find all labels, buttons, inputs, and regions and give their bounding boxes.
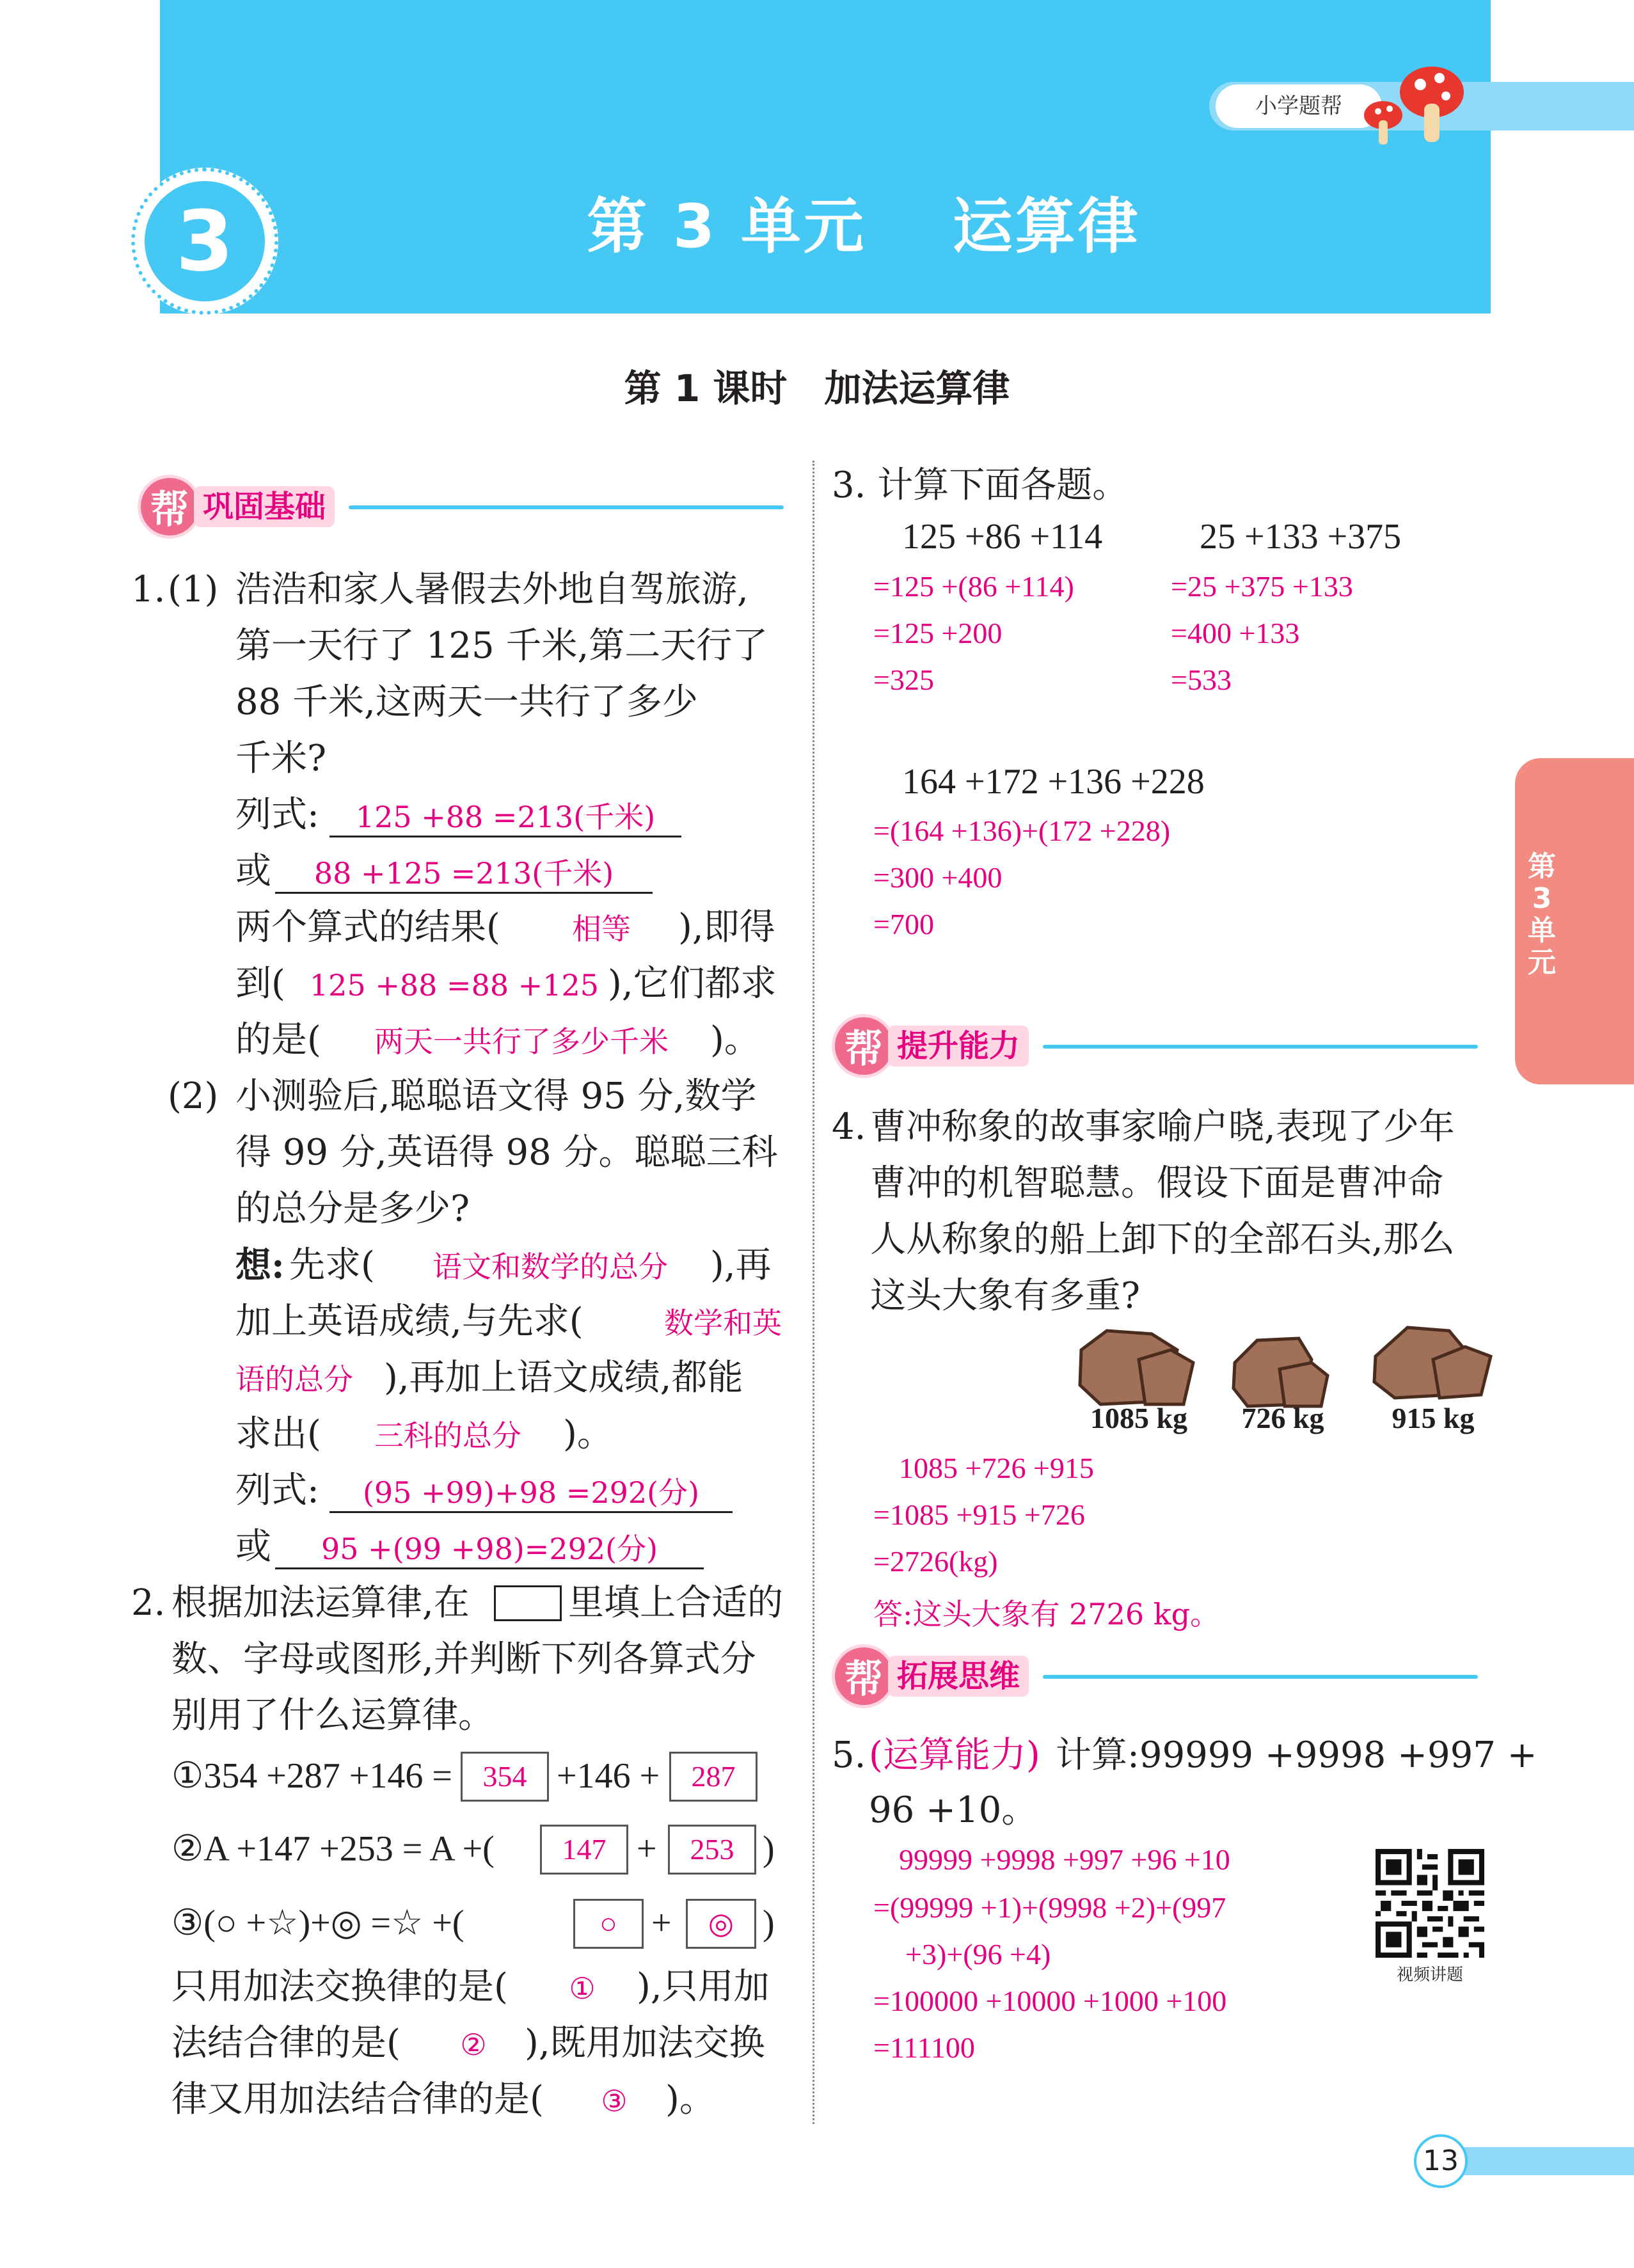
q4-answer: 答:这头大象有 2726 kg。 bbox=[873, 1597, 1220, 1631]
rock-label: 915 kg bbox=[1392, 1402, 1475, 1434]
q1-text-line: 得 99 分,英语得 98 分。聪聪三科 bbox=[235, 1132, 778, 1173]
q4-step: =2726(kg) bbox=[873, 1545, 998, 1578]
q1-text: )。 bbox=[563, 1413, 613, 1455]
or-label: 或 bbox=[235, 850, 271, 892]
fill-box[interactable]: ○ bbox=[573, 1899, 644, 1949]
unit-title: 第 3 单元 运算律 bbox=[587, 192, 1141, 262]
q1-text: ),它们都求 bbox=[608, 963, 777, 1004]
banner-wave bbox=[160, 282, 1491, 326]
q5-step: =100000 +10000 +1000 +100 bbox=[873, 1985, 1227, 2017]
q1-text: ),即得 bbox=[678, 907, 775, 948]
q2-text: 别用了什么运算律。 bbox=[171, 1695, 494, 1736]
column-divider bbox=[813, 461, 814, 2124]
mushroom-icon bbox=[1356, 59, 1471, 148]
q1-text: ),再 bbox=[710, 1244, 772, 1286]
page-bar bbox=[1452, 2147, 1634, 2175]
q4-text-line: 曹冲称象的故事家喻户晓,表现了少年 bbox=[870, 1106, 1455, 1148]
answer-blank[interactable]: 125 +88 =213(千米) bbox=[329, 797, 681, 837]
answer-blank[interactable]: ① bbox=[569, 1971, 596, 2006]
q3-expression: 125 +86 +114 bbox=[902, 517, 1103, 557]
q2-equation-3: + bbox=[651, 1903, 672, 1943]
fill-box[interactable]: ◎ bbox=[686, 1899, 756, 1949]
q1-text-line: 88 千米,这两天一共行了多少 bbox=[235, 681, 698, 723]
q5-step: 99999 +9998 +997 +96 +10 bbox=[899, 1843, 1230, 1876]
q3-step: =(164 +136)+(172 +228) bbox=[873, 814, 1171, 847]
q4-step: =1085 +915 +726 bbox=[873, 1498, 1085, 1531]
q1-text: 求出( bbox=[235, 1413, 321, 1455]
answer-blank[interactable]: 95 +(99 +98)=292(分) bbox=[275, 1528, 704, 1569]
q1-text: 两个算式的结果( bbox=[235, 907, 500, 948]
section-badge: 帮 bbox=[832, 1014, 896, 1078]
unit-number: 3 bbox=[145, 181, 265, 301]
q3-step: =400 +133 bbox=[1171, 617, 1300, 649]
q4-text-line: 这头大象有多重? bbox=[870, 1275, 1141, 1317]
q2-text: )。 bbox=[665, 2079, 715, 2120]
q3-step: =125 +200 bbox=[873, 617, 1003, 649]
q2-text: 律又用加法结合律的是( bbox=[171, 2079, 544, 2120]
q4-text-line: 曹冲的机智聪慧。假设下面是曹冲命 bbox=[870, 1162, 1443, 1204]
q4-step: 1085 +726 +915 bbox=[899, 1452, 1094, 1484]
section-badge: 帮 bbox=[138, 475, 202, 539]
q2-text: ),既用加法交换 bbox=[525, 2022, 765, 2064]
section-rule bbox=[349, 505, 784, 509]
q2-equation-1: ①354 +287 +146 = bbox=[171, 1756, 452, 1796]
rock-label: 726 kg bbox=[1241, 1402, 1324, 1434]
q2-equation-1: +146 + bbox=[557, 1756, 660, 1796]
blank-box-sample bbox=[494, 1585, 562, 1621]
page-number: 13 bbox=[1414, 2134, 1468, 2188]
q3-step: =700 bbox=[873, 908, 934, 940]
q5-step: +3)+(96 +4) bbox=[905, 1938, 1051, 1971]
q2-equation-2: ②A +147 +253 = A +( bbox=[171, 1829, 495, 1869]
section-rule bbox=[1043, 1675, 1478, 1679]
answer-blank[interactable]: 125 +88 =88 +125 bbox=[309, 968, 599, 1003]
rock-icon bbox=[1075, 1324, 1203, 1414]
q2-number: 2. bbox=[131, 1582, 166, 1624]
rock-label: 1085 kg bbox=[1090, 1402, 1188, 1434]
q4-number: 4. bbox=[832, 1106, 866, 1148]
lesson-title: 第 1 课时 加法运算律 bbox=[624, 367, 1010, 410]
answer-blank[interactable]: ② bbox=[460, 2027, 487, 2062]
q1-text: 到( bbox=[235, 963, 285, 1004]
q1-number: 1. bbox=[131, 569, 166, 610]
q5-tag: (运算能力) bbox=[869, 1734, 1040, 1776]
think-label: 想: bbox=[235, 1244, 285, 1287]
q3-title: 3. 计算下面各题。 bbox=[832, 464, 1129, 506]
q5-text: 计算:99999 +9998 +997 + bbox=[1056, 1734, 1537, 1776]
answer-blank[interactable]: 三科的总分 bbox=[374, 1418, 521, 1453]
q2-equation-3: ) bbox=[763, 1903, 775, 1943]
q1-text-line: 千米? bbox=[235, 738, 327, 779]
section-label: 巩固基础 bbox=[194, 486, 335, 527]
answer-blank[interactable]: 数学和英 bbox=[664, 1306, 782, 1340]
answer-blank[interactable]: ③ bbox=[601, 2084, 628, 2118]
q3-step: =125 +(86 +114) bbox=[873, 570, 1074, 603]
q3-step: =325 bbox=[873, 663, 934, 696]
q1-part1-number: (1) bbox=[168, 569, 219, 610]
q2-text: 根据加法运算律,在 bbox=[171, 1582, 470, 1624]
q1-text-line: 浩浩和家人暑假去外地自驾旅游, bbox=[235, 569, 749, 610]
fill-box[interactable]: 354 bbox=[461, 1752, 549, 1802]
formula-label: 列式: bbox=[235, 1470, 319, 1511]
qr-caption: 视频讲题 bbox=[1396, 1965, 1463, 1985]
formula-label: 列式: bbox=[235, 794, 319, 836]
q2-equation-3: ③(○ +☆)+◎ =☆ +( bbox=[171, 1903, 464, 1943]
q1-text-line: 第一天行了 125 千米,第二天行了 bbox=[235, 625, 768, 667]
q2-text: ),只用加 bbox=[637, 1966, 770, 2008]
fill-box[interactable]: 287 bbox=[669, 1752, 758, 1802]
q3-expression: 164 +172 +136 +228 bbox=[902, 762, 1205, 802]
answer-blank[interactable]: (95 +99)+98 =292(分) bbox=[329, 1472, 733, 1513]
section-label: 提升能力 bbox=[888, 1026, 1029, 1067]
q2-equation-2: ) bbox=[763, 1829, 775, 1869]
section-label: 拓展思维 bbox=[888, 1656, 1029, 1697]
q2-equation-2: + bbox=[637, 1829, 657, 1869]
fill-box[interactable]: 253 bbox=[668, 1825, 756, 1875]
q1-text: 的是( bbox=[235, 1019, 321, 1061]
answer-blank[interactable]: 两天一共行了多少千米 bbox=[374, 1024, 669, 1059]
section-basic bbox=[138, 475, 784, 539]
qr-code-icon[interactable] bbox=[1376, 1849, 1484, 1958]
fill-box[interactable]: 147 bbox=[540, 1825, 628, 1875]
q2-text: 数、字母或图形,并判断下列各算式分 bbox=[171, 1638, 756, 1680]
answer-blank[interactable]: 语的总分 bbox=[235, 1362, 353, 1397]
q1-part2-number: (2) bbox=[168, 1075, 219, 1117]
brand-label: 小学题帮 bbox=[1216, 84, 1382, 128]
q2-text: 法结合律的是( bbox=[171, 2022, 401, 2064]
q3-expression: 25 +133 +375 bbox=[1200, 517, 1402, 557]
q2-text: 里填上合适的 bbox=[568, 1582, 783, 1624]
q4-text-line: 人从称象的船上卸下的全部石头,那么 bbox=[870, 1219, 1455, 1260]
section-expand bbox=[832, 1644, 1478, 1708]
q1-text-line: 的总分是多少? bbox=[235, 1188, 470, 1230]
q1-text: ),再加上语文成绩,都能 bbox=[384, 1357, 743, 1399]
q3-step: =25 +375 +133 bbox=[1171, 570, 1353, 603]
q5-step: =(99999 +1)+(9998 +2)+(997 bbox=[873, 1891, 1226, 1924]
q3-step: =300 +400 bbox=[873, 861, 1003, 894]
q3-step: =533 bbox=[1171, 663, 1232, 696]
q1-text: )。 bbox=[710, 1019, 760, 1061]
answer-blank[interactable]: 88 +125 =213(千米) bbox=[275, 853, 653, 894]
section-badge: 帮 bbox=[832, 1644, 896, 1708]
q1-text-line: 小测验后,聪聪语文得 95 分,数学 bbox=[235, 1075, 757, 1117]
section-improve bbox=[832, 1014, 1478, 1078]
q5-text: 96 +10。 bbox=[869, 1789, 1038, 1831]
q5-number: 5. bbox=[832, 1734, 866, 1776]
section-rule bbox=[1043, 1045, 1478, 1049]
answer-blank[interactable]: 相等 bbox=[572, 912, 631, 946]
q1-text: 先求( bbox=[289, 1244, 375, 1286]
side-tab-label: 第3单元 bbox=[1528, 850, 1556, 979]
q5-step: =111100 bbox=[873, 2031, 975, 2064]
or-label: 或 bbox=[235, 1526, 271, 1567]
q2-text: 只用加法交换律的是( bbox=[171, 1966, 508, 2008]
answer-blank[interactable]: 语文和数学的总分 bbox=[432, 1249, 668, 1284]
q1-text: 加上英语成绩,与先求( bbox=[235, 1301, 583, 1342]
rock-icon bbox=[1369, 1318, 1497, 1408]
